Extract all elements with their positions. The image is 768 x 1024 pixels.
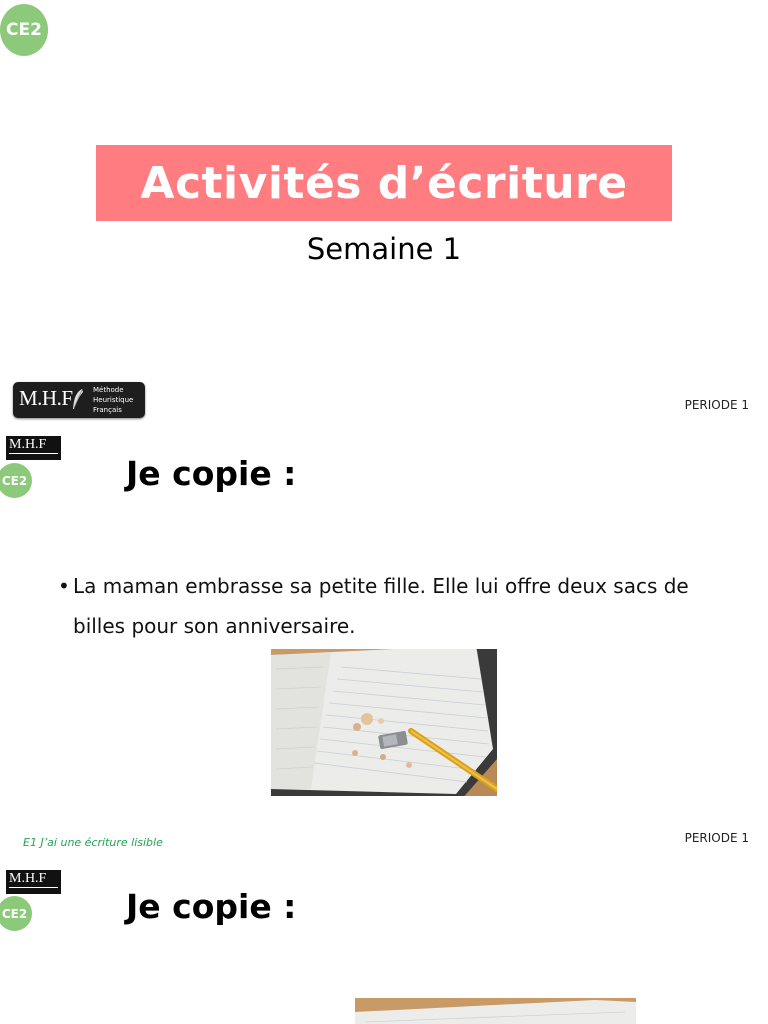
subtitle: Semaine 1 <box>306 232 462 266</box>
notebook-pencil-image <box>271 649 497 796</box>
notebook-photo <box>271 649 497 796</box>
mhf-logo-word: Français <box>93 406 122 414</box>
mhf-small-logo <box>6 870 61 894</box>
mhf-logo-words <box>93 385 133 415</box>
feather-icon <box>71 388 85 410</box>
section-heading: Je copie : <box>126 454 297 493</box>
logo-underline <box>9 887 58 888</box>
slide-copy-2 <box>0 798 768 1024</box>
competence-label: E1 J’ai une écriture lisible <box>23 836 163 849</box>
ce2-badge: CE2 <box>0 896 32 931</box>
notebook-pencil-image <box>355 998 636 1024</box>
copy-sentence-text: La maman embrasse sa petite fille. Elle lui offre deux sacs de billes pour son anniversaire. <box>73 574 689 638</box>
mhf-small-logo-letters: M.H.F <box>9 437 47 452</box>
logo-underline <box>9 453 58 454</box>
copy-sentence <box>58 566 718 646</box>
mhf-small-logo-letters: M.H.F <box>9 871 47 886</box>
periode-label: PERIODE 1 <box>684 831 749 845</box>
title-banner <box>96 145 672 221</box>
periode-label: PERIODE 1 <box>684 398 749 412</box>
mhf-logo-word: Heuristique <box>93 396 134 404</box>
bullet-icon: • <box>58 574 70 598</box>
mhf-logo-letters: M.H.F <box>19 386 73 410</box>
slide-title <box>0 0 768 360</box>
mhf-logo-word: Méthode <box>93 386 124 394</box>
ce2-badge: CE2 <box>0 4 48 56</box>
slide-copy-1 <box>0 362 768 796</box>
ce2-badge: CE2 <box>0 463 32 498</box>
mhf-logo <box>13 382 145 418</box>
section-heading: Je copie : <box>126 887 297 926</box>
mhf-small-logo <box>6 436 61 460</box>
notebook-photo <box>355 998 636 1024</box>
page-title: Activités d’écriture <box>140 157 628 209</box>
